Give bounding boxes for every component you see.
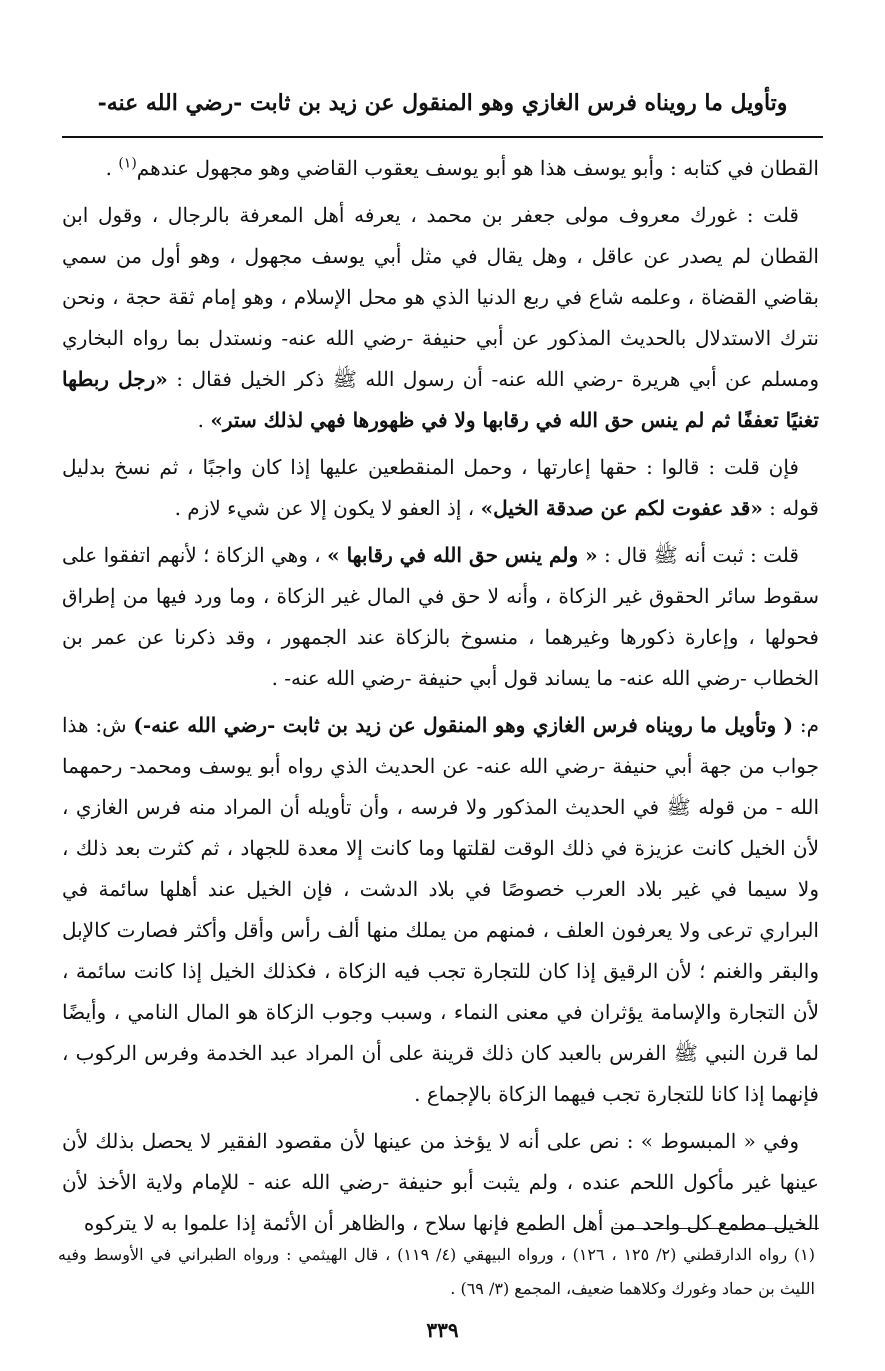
hadith-quote: «قد عفوت لكم عن صدقة الخيل»	[480, 496, 763, 520]
paragraph-tail: ، إذ العفو لا يكون إلا عن شيء لازم .	[174, 496, 481, 520]
paragraph-tail: .	[105, 156, 119, 180]
footnote: (١) رواه الدارقطني (٢/ ١٢٥ ، ١٢٦) ، ورواه البيهقي (٤/ ١١٩) ، قال الهيثمي : ورواه الطبراني في الأوسط وفيه الليث بن حماد وغورك وكلاهما ضعيف، المجمع (٣/ ٦٩) .	[58, 1245, 816, 1298]
paragraph-text: وفي « المبسوط » : نص على أنه لا يؤخذ من عينها لأن مقصود الفقير لا يحصل بذلك لأن عينها غير مأكول اللحم عنده ، ولم يثبت أبو حنيفة -رضي الله عنه - للإمام ولاية الأخذ لأن الخيل مطمع كل واحد من أهل الطمع فإنها سلاح ، والظاهر أن الأئمة إذا علموا به لا يتركوه	[62, 1129, 819, 1235]
paragraph-text: قلت : غورك معروف مولى جعفر بن محمد ، يعرفه أهل المعرفة بالرجال ، وقول ابن القطان لم يصدر عن عاقل ، وهل يقال في مثل أبي يوسف مجهول ، وهو أول من سمي بقاضي القضاة ، وعلمه شاع في ربع الدنيا الذي هو محل الإسلام ، وهو إمام ثقة حجة ، ونحن نترك الاستدلال بالحديث المذكور عن أبي حنيفة -رضي الله عنه- ونستدل بما رواه البخاري ومسلم عن أبي هريرة -رضي الله عنه- أن رسول الله ﷺ ذكر الخيل فقال :	[62, 203, 820, 391]
paragraph-text: القطان في كتابه : وأبو يوسف هذا هو أبو يوسف يعقوب القاضي وهو مجهول عندهم	[136, 156, 819, 180]
paragraph-text: م:	[793, 713, 819, 737]
paragraph-3	[62, 447, 819, 529]
matn-quote: ( وتأويل ما رويناه فرس الغازي وهو المنقول عن زيد بن ثابت -رضي الله عنه-)	[133, 713, 794, 737]
paragraph-6	[62, 1121, 819, 1244]
paragraph-text: قلت : ثبت أنه ﷺ قال :	[597, 543, 799, 567]
paragraph-2	[62, 195, 819, 441]
paragraph-tail: ش: هذا جواب من جهة أبي حنيفة -رضي الله عنه- عن الحديث الذي رواه أبو يوسف ومحمد- رحمهما الله - من قوله ﷺ في الحديث المذكور ولا فرسه ، وأن تأويله أن المراد منه فرس الغازي ، لأن الخيل كانت عزيزة في ذلك الوقت لقلتها وما كانت إلا معدة للجهاد ، ثم كثرت بعد ذلك ، ولا سيما في غير بلاد العرب خصوصًا في بلاد الدشت ، فإن الخيل عند أهلها سائمة في البراري ترعى ولا يعرفون العلف ، فمنهم من يملك منها ألف رأس وأقل وأكثر فصارت كالإبل والبقر والغنم ؛ لأن الرقيق إذا كان للتجارة تجب فيه الزكاة ، فكذلك الخيل إذا كانت سائمة ، لأن التجارة والإسامة يؤثران في معنى النماء ، وسبب وجوب الزكاة هو المال النامي ، وأيضًا لما قرن النبي ﷺ الفرس بالعبد كان ذلك قرينة على أن المراد عبد الخدمة وفرس الركوب ، فإنهما إذا كانا للتجارة تجب فيهما الزكاة بالإجماع .	[62, 713, 819, 1106]
hadith-quote: « ولم ينس حق الله في رقابها »	[327, 543, 598, 567]
running-head: وتأويل ما رويناه فرس الغازي وهو المنقول عن زيد بن ثابت -رضي الله عنه-	[97, 90, 788, 116]
hadith-quote: «رجل ربطها تغنيًا تعففًا ثم لم ينس حق الله في رقابها ولا في ظهورها فهي لذلك ستر»	[62, 367, 819, 432]
page-number: ٣٣٩	[426, 1318, 459, 1342]
paragraph-tail: ، وهي الزكاة ؛ لأنهم اتفقوا على سقوط سائر الحقوق غير الزكاة ، وأنه لا حق في المال غير الزكاة ، وما ورد فيها من إطراق فحولها ، وإعارة ذكورها وغيرهما ، منسوخ بالزكاة عند الجمهور ، وقد ذكرنا عن عمر بن الخطاب -رضي الله عنه- ما يساند قول أبي حنيفة -رضي الله عنه- .	[62, 543, 819, 690]
paragraph-5	[62, 705, 819, 1115]
paragraph-tail: .	[197, 408, 211, 432]
main-text	[62, 148, 819, 1250]
footnote-rule	[614, 1228, 819, 1229]
paragraph-text: فإن قلت : قالوا : حقها إعارتها ، وحمل المنقطعين عليها إذا كان واجبًا ، ثم نسخ بدليل قوله :	[62, 455, 819, 520]
paragraph-4	[62, 535, 819, 699]
footnote-reference: (١)	[118, 155, 137, 172]
header-rule	[62, 136, 823, 138]
paragraph-1	[62, 148, 819, 189]
